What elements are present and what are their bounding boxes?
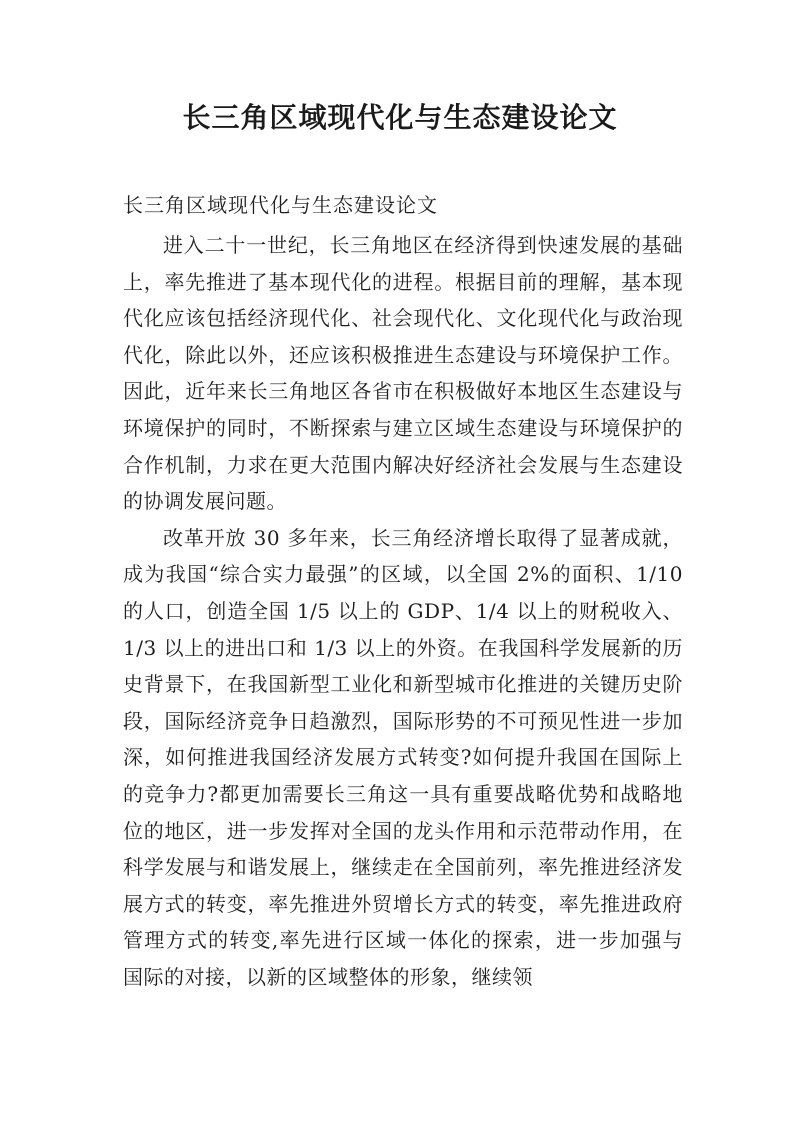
paragraph-2: 改革开放 30 多年来，长三角经济增长取得了显著成就，成为我国“综合实力最强”的区域，以全国 2%的面积、1/10 的人口，创造全国 1/5 以上的 GDP、1/4 以上的财税收入、1/3 以上的进出口和 1/3 以上的外资。在我国科学发展新的历史背景下，在我国新型工业化和新型城市化推进的关键历史阶段，国际经济竞争日趋激烈，国际形势的不可预见性进一步加深，如何推进我国经济发展方式转变?如何提升我国在国际上的竞争力?都更加需要长三角这一具有重要战略优势和战略地位的地区，进一步发挥对全国的龙头作用和示范带动作用，在科学发展与和谐发展上，继续走在全国前列，率先推进经济发展方式的转变，率先推进外贸增长方式的转变，率先推进政府管理方式的转变,率先进行区域一体化的探索，进一步加强与国际的对接，以新的区域整体的形象，继续领: [123, 525, 683, 989]
body-paragraphs: [123, 227, 683, 995]
document-subtitle: 长三角区域现代化与生态建设论文: [123, 193, 438, 217]
paragraph-1: 进入二十一世纪，长三角地区在经济得到快速发展的基础上，率先推进了基本现代化的进程。根据目前的理解，基本现代化应该包括经济现代化、社会现代化、文化现代化与政治现代化，除此以外，还应该积极推进生态建设与环境保护工作。因此，近年来长三角地区各省市在积极做好本地区生态建设与环境保护的同时，不断探索与建立区域生态建设与环境保护的合作机制，力求在更大范围内解决好经济社会发展与生态建设的协调发展问题。: [123, 233, 683, 514]
document-title: 长三角区域现代化与生态建设论文: [182, 101, 618, 134]
